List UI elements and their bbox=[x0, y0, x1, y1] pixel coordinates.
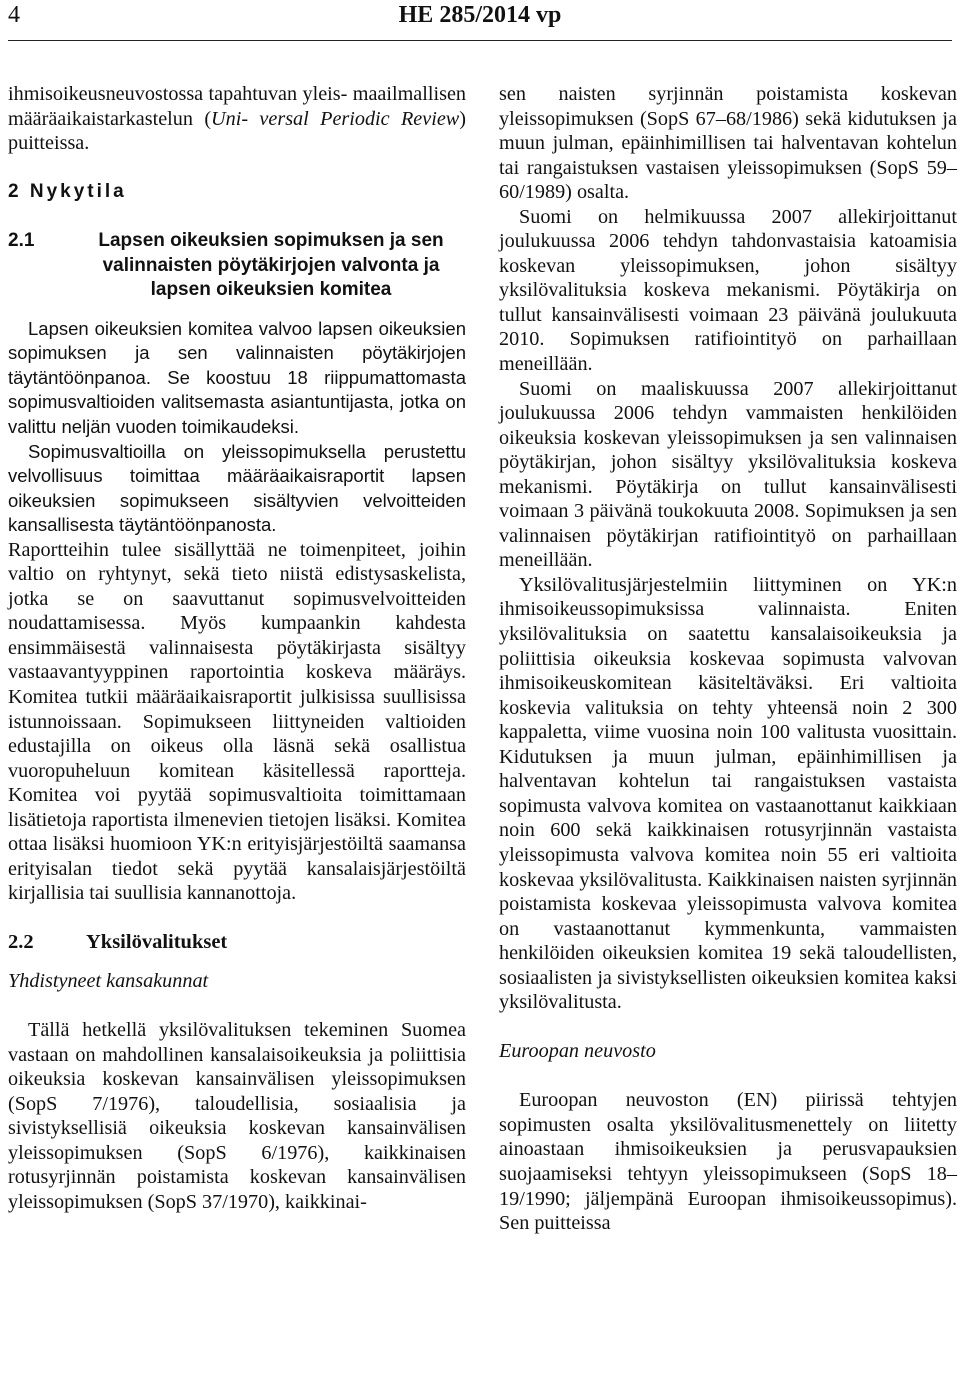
subsection-heading-2-2 bbox=[8, 930, 466, 955]
italic-heading-un: Yhdistyneet kansakunnat bbox=[8, 970, 209, 992]
un-paragraph: Tällä hetkellä yksilövalituksen tekeminen Suomea vastaan on mahdollinen kansalaisoikeuksia ja poliittisia oikeuksia koskevan kansainvälisen yleissopimuksen (SopS 7/1976), taloudellisia, sosiaalisia ja sivistyksellisiä oikeuksia koskevan kansainvälisen yleissopimuksen (SopS 6/1976), kaikkinaisen rotusyrjinnän poistamista koskevan kansainvälisen yleissopimuksen (SopS 37/1970), kaikkinai- bbox=[8, 1019, 466, 1213]
council-of-europe-paragraph: Euroopan neuvoston (EN) piirissä tehtyjen sopimusten osalta yksilövalitusmenettely on liitetty ainoastaan ihmisoikeuksien ja perusvapauksien suojaamiseksi tehtyyn yleissopimukseen (SopS 18–19/1990; jäljempänä Euroopan ihmisoikeussopimus). Sen puitteissa bbox=[499, 1089, 957, 1235]
subsection-number: 2.2 bbox=[8, 931, 34, 954]
intro-text-3: ) puitteissa. bbox=[8, 107, 467, 155]
subsection-title: Yksilövalitukset bbox=[86, 931, 228, 954]
reports-paragraph: Raportteihin tulee sisällyttää ne toimenpiteet, joihin valtio on ryhtynyt, sekä tieto niistä edistysaskelista, jotka se on saavuttanut sopimusvelvoitteiden noudattamisessa. Myös kumpaankin kahdesta ensimmäisestä valinnaisesta pöytäkirjasta sisältyy vastaavantyyppinen raportointia koskeva määräys. Komitea tutkii määräaikaisraportit julkisissa suullisissa istunnoissaan. Sopimukseen liittyneiden valtioiden edustajilla on oikeus olla läsnä sekä osallistua vuoropuheluun komitean käsitellessä raportteja. Komitea voi pyytää sopimusvaltioita toimittamaan lisätietoja raportista ilmenevien tietojen lisäksi. Komitea ottaa lisäksi huomioon YK:n erityisjärjestöiltä saamansa erityisalan tiedot sekä pyytää kansalaisjärjestöiltä kirjallisia tai suullisia kannanottoja. bbox=[8, 538, 466, 905]
continued-paragraph: sen naisten syrjinnän poistamista koskevan yleissopimuksen (SopS 67–68/1986) sekä kidutuksen ja muun julman, epäinhimillisen tai halventavan kohtelun tai rangaistuksen vastaisen yleissopimuksen (SopS 59–60/1989) osalta. bbox=[499, 83, 957, 204]
subsection-heading-2-1 bbox=[8, 229, 466, 303]
document-id-header: HE 285/2014 vp bbox=[398, 2, 562, 28]
disappearance-paragraph: Suomi on helmikuussa 2007 allekirjoittanut joulukuussa 2006 tehdyn tahdonvastaisia katoamisia koskevan yleissopimuksen, johon sisältyy yksilövalituksia koskeva mekanismi. Pöytäkirja on tullut kansainvälisesti voimaan 23 päivänä joulukuuta 2010. Sopimuksen ratifiointityö on parhaillaan meneillään. bbox=[499, 205, 957, 376]
intro-text-1: ihmisoikeusneuvostossa tapahtuvan yleis- bbox=[8, 83, 348, 105]
italic-heading-eu: Euroopan neuvosto bbox=[499, 1040, 656, 1063]
obligation-paragraph: Sopimusvaltioilla on yleissopimuksella perustettu velvollisuus toimittaa määräaikaisraportit lapsen oikeuksien sopimukseen sisältyvien velvoitteiden kansallisesta täytäntöönpanosta. bbox=[8, 440, 466, 536]
intro-text-2: maailmallisen määräaikaistarkastelun ( bbox=[8, 83, 467, 130]
disability-paragraph: Suomi on maaliskuussa 2007 allekirjoittanut joulukuussa 2006 tehdyn vammaisten henkilöiden oikeuksia koskevan yleissopimuksen ja sen valinnaisen pöytäkirjan, johon sisältyy yksilövalituksia koskeva mekanismi. Pöytäkirja on tullut kansainvälisesti voimaan 3 päivänä toukokuuta 2008. Sopimuksen ja sen valinnaisen pöytäkirjan ratifiointityö on parhaillaan meneillään. bbox=[499, 377, 957, 572]
section-heading: 2 Nykytila bbox=[8, 181, 127, 203]
subsection-number: 2.1 bbox=[8, 230, 35, 252]
left-column bbox=[8, 82, 466, 1214]
header-divider bbox=[8, 40, 952, 41]
statistics-paragraph: Yksilövalitusjärjestelmiin liittyminen on YK:n ihmisoikeussopimuksissa valinnaista. Eniten yksilövalituksia on saatettu kansalaisoikeuksia ja poliittisia oikeuksia koskevaa sopimusta valvovan ihmisoikeuskomitean käsiteltäväksi. Eri valtioita koskevia valituksia on tehty yhteensä noin 2 300 kappaletta, viime vuosina noin 100 valitusta vuosittain. Kidutuksen ja muun julman, epäinhimillisen ja halventavan kohtelun tai rangaistuksen vastaista sopimusta valvova komitea on vastaanottanut kaikkiaan noin 600 sekä kaikkinaisen rotusyrjinnän vastaista yleissopimusta valvova komitea noin 55 eri valtioita koskevaa yksilövalitusta. Kaikkinaisen naisten syrjinnän poistamista koskevaa yleissopimusta valvova komitea on vastaanottanut kymmenkunta, vammaisten henkilöiden oikeuksien komitea 19 sekä taloudellisten, sosiaalisten ja sivistyksellisten oikeuksien komitea kaksi yksilövalitusta. bbox=[499, 573, 957, 1014]
committee-paragraph: Lapsen oikeuksien komitea valvoo lapsen oikeuksien sopimuksen ja sen valinnaisten pöytäkirjojen täytäntöönpanoa. Se koostuu 18 riippumattomasta sopimusvaltioiden valitsemasta asiantuntijasta, jotka on valittu neljän vuoden toimikaudeksi. bbox=[8, 317, 466, 438]
intro-text-italic-2: versal Periodic Review bbox=[259, 107, 460, 130]
subsection-title: Lapsen oikeuksien sopimuksen ja sen valinnaisten pöytäkirjojen valvonta ja lapsen oikeuksien komitea bbox=[98, 230, 444, 301]
intro-text-italic-1: Uni- bbox=[211, 107, 249, 130]
right-column bbox=[499, 82, 957, 1236]
intro-paragraph bbox=[8, 82, 466, 156]
page-number: 4 bbox=[8, 2, 20, 28]
